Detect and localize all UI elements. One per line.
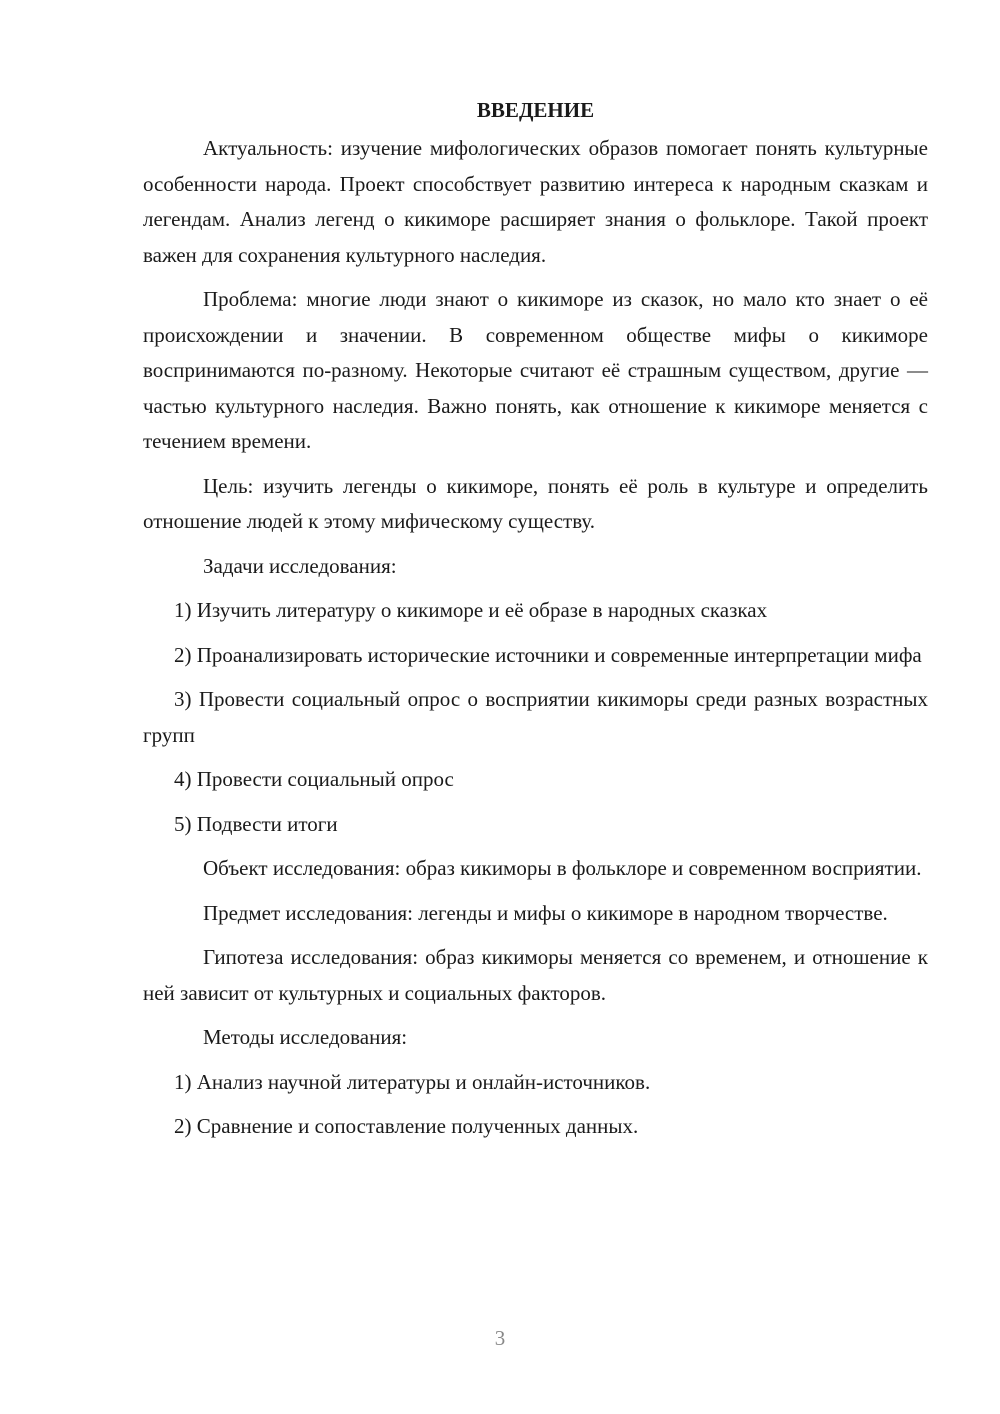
- document-page: [143, 92, 928, 1154]
- tasks-heading: Задачи исследования:: [203, 553, 397, 578]
- task-item: 4) Провести социальный опрос: [174, 767, 454, 791]
- method-item: 2) Сравнение и сопоставление полученных данных.: [174, 1114, 639, 1138]
- problem-paragraph: Проблема: многие люди знают о кикиморе из сказок, но мало кто знает о её происхождении и значении. В современном обществе мифы о кикиморе воспринимаются по-разному. Некоторые считают её страшным существом, другие — частью культурного наследия. Важно понять, как отношение к кикиморе меняется с течением времени.: [143, 287, 928, 453]
- goal-paragraph: Цель: изучить легенды о кикиморе, понять её роль в культуре и определить отношение людей к этому мифическому существу.: [143, 473, 928, 533]
- page-number: 3: [494, 1326, 506, 1350]
- methods-heading: Методы исследования:: [203, 1025, 408, 1049]
- hypothesis-paragraph: Гипотеза исследования: образ кикиморы меняется со временем, и отношение к ней зависит от культурных и социальных факторов.: [143, 945, 928, 1005]
- task-item: 5) Подвести итоги: [174, 811, 338, 836]
- task-item: 1) Изучить литературу о кикиморе и её образе в народных сказках: [174, 598, 768, 622]
- section-title: ВВЕДЕНИЕ: [476, 98, 595, 122]
- method-item: 1) Анализ научной литературы и онлайн-источников.: [174, 1069, 651, 1094]
- subject-paragraph: Предмет исследования: легенды и мифы о кикиморе в народном творчестве.: [203, 900, 888, 925]
- relevance-paragraph: Актуальность: изучение мифологических образов помогает понять культурные особенности народа. Проект способствует развитию интереса к народным сказкам и легендам. Анализ легенд о кикиморе расширяет знания о фольклоре. Такой проект важен для сохранения культурного наследия.: [143, 136, 928, 267]
- task-item: 2) Проанализировать исторические источники и современные интерпретации мифа: [174, 642, 922, 667]
- object-paragraph: Объект исследования: образ кикиморы в фольклоре и современном восприятии.: [203, 856, 922, 880]
- task-item: 3) Провести социальный опрос о восприятии кикиморы среди разных возрастных групп: [143, 687, 928, 747]
